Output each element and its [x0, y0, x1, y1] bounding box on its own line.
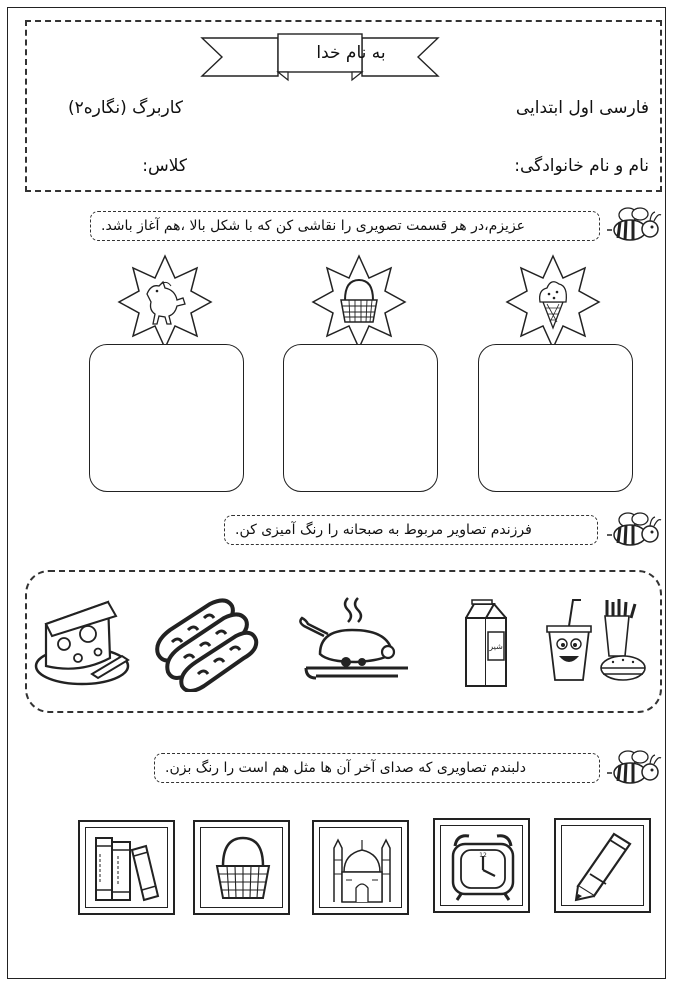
picture-frame-pencil[interactable] — [554, 818, 651, 913]
instruction-1: عزیزم،در هر قسمت تصویری را نقاشی کن که با شکل بالا ،هم آغاز باشد. — [90, 211, 600, 241]
name-field-label: نام و نام خانوادگی: — [514, 156, 649, 176]
instruction-2: فرزندم تصاویر مربوط به صبحانه را رنگ آمیزی کن. — [224, 515, 598, 545]
class-field-label: کلاس: — [142, 156, 187, 176]
mosque-icon — [326, 832, 398, 904]
picture-frame-mosque[interactable] — [312, 820, 409, 915]
milk-label: شیر — [489, 642, 503, 651]
bee-icon — [606, 748, 664, 788]
bee-icon — [606, 510, 664, 550]
star-ice-cream-icon — [505, 254, 601, 350]
instruction-3: دلبندم تصاویری که صدای آخر آن ها مثل هم است را رنگ بزن. — [154, 753, 600, 783]
subject-label: فارسی اول ابتدایی — [515, 98, 649, 118]
books-icon — [92, 832, 164, 904]
worksheet-label: کاربرگ (نگاره۲) — [67, 98, 183, 118]
drawing-box-3[interactable] — [89, 344, 244, 492]
star-horse-icon — [117, 254, 213, 350]
picture-frame-clock[interactable] — [433, 818, 530, 913]
alarm-clock-icon — [447, 830, 519, 902]
fast-food-icon[interactable] — [543, 596, 653, 688]
milk-carton-icon[interactable] — [458, 598, 514, 688]
basket-icon — [207, 832, 279, 904]
star-basket-icon — [311, 254, 407, 350]
drawing-box-1[interactable] — [478, 344, 633, 492]
roast-chicken-icon[interactable] — [296, 594, 418, 688]
drawing-box-2[interactable] — [283, 344, 438, 492]
bee-icon — [606, 205, 664, 245]
picture-frame-books[interactable] — [78, 820, 175, 915]
picture-frame-basket[interactable] — [193, 820, 290, 915]
pencil-icon — [568, 830, 638, 902]
clock-numerals: 12 — [479, 852, 487, 859]
bread-icon[interactable] — [152, 596, 262, 692]
page-title: به نام خدا — [316, 43, 386, 63]
cheese-icon[interactable] — [30, 596, 134, 692]
